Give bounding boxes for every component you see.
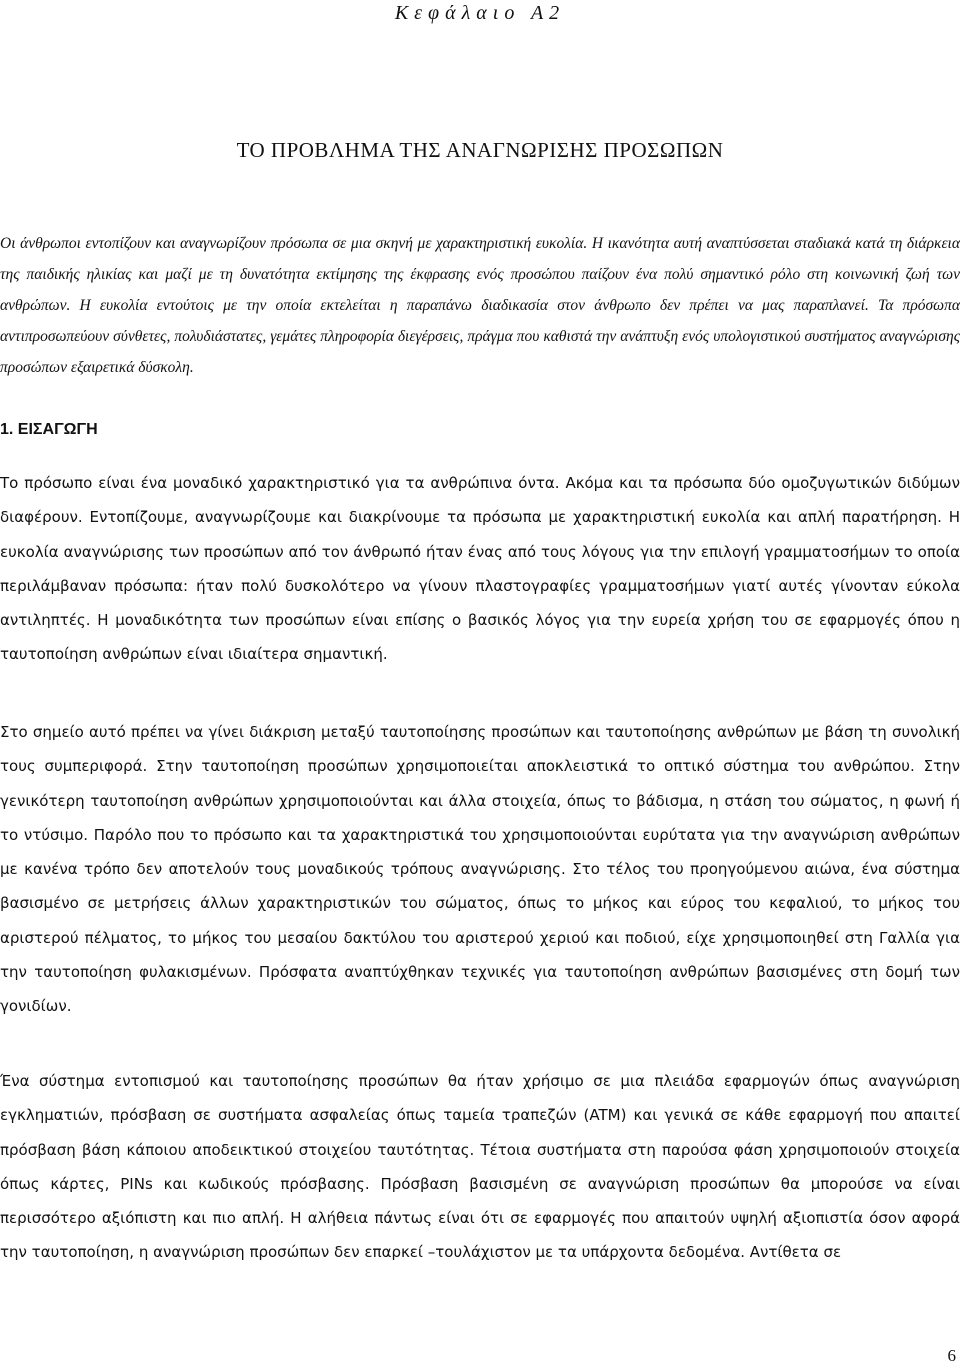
abstract-paragraph: Οι άνθρωποι εντοπίζουν και αναγνωρίζουν πρόσωπα σε μια σκηνή με χαρακτηριστική ευκολία. Η ικανότητα αυτή αναπτύσσεται σταδιακά κατά τη διάρκεια της παιδικής ηλικίας και μαζί με τη δυνατότητα εκτίμησης της έκφρασης ενός προσώπου παίζουν ένα πολύ σημαντικό ρόλο στη κοινωνική ζωή των ανθρώπων. Η ευκολία εντούτοις με την οποία εκτελείται η παραπάνω διαδικασία στον άνθρωπο δεν πρέπει να μας παραπλανεί. Τα πρόσωπα αντιπροσωπεύουν σύνθετες, πολυδιάστατες, γεμάτες πληροφορία διεγέρσεις, πράγμα που καθιστά την ανάπτυξη ενός υπολογιστικού συστήματος αναγνώρισης προσώπων εξαιρετικά δύσκολη. [0,235,960,376]
page-number: 6 [947,1346,956,1365]
section-heading: 1. ΕΙΣΑΓΩΓΗ [0,421,98,438]
body-paragraph-3: Ένα σύστημα εντοπισμού και ταυτοποίησης προσώπων θα ήταν χρήσιμο σε μια πλειάδα εφαρμογών όπως αναγνώριση εγκληματιών, πρόσβαση σε συστήματα ασφαλείας όπως ταμεία τραπεζών (ATM) και γενικά σε κάθε εφαρμογή που απαιτεί πρόσβαση βάση κάποιου αποδεικτικού στοιχείου ταυτότητας. Τέτοια συστήματα στη παρούσα φάση χρησιμοποιούν στοιχεία όπως κάρτες, PINs και κωδικούς πρόσβασης. Πρόσβαση βασισμένη σε αναγνώριση προσώπων θα μπορούσε να είναι περισσότερο αξιόπιστη και πιο απλή. Η αλήθεια πάντως είναι ότι σε εφαρμογές που απαιτούν υψηλή αξιοπιστία όσον αφορά την ταυτοποίηση, η αναγνώριση προσώπων δεν επαρκεί –τουλάχιστον με τα υπάρχοντα δεδομένα. Αντίθετα σε [0,1072,960,1262]
chapter-header: Κεφάλαιο Α2 [394,2,566,24]
body-paragraph-1: Το πρόσωπο είναι ένα μοναδικό χαρακτηριστικό για τα ανθρώπινα όντα. Ακόμα και τα πρόσωπα δύο ομοζυγωτικών διδύμων διαφέρουν. Εντοπίζουμε, αναγνωρίζουμε και διακρίνουμε τα πρόσωπα με χαρακτηριστική ευκολία και απλή παρατήρηση. Η ευκολία αναγνώρισης των προσώπων από τον άνθρωπό ήταν ένας από τους λόγους για την επιλογή γραμματοσήμων το οποία περιλάμβαναν πρόσωπα: ήταν πολύ δυσκολότερο να γίνουν πλαστογραφίες γραμματοσήμων γιατί αυτές γίνονταν εύκολα αντιληπτές. Η μοναδικότητα των προσώπων είναι επίσης ο βασικός λόγος για την ευρεία χρήση του σε εφαρμογές όπου η ταυτοποίηση ανθρώπων είναι ιδιαίτερα σημαντική. [0,474,960,664]
page-title: ΤΟ ΠΡΟΒΛΗΜΑ ΤΗΣ ΑΝΑΓΝΩΡΙΣΗΣ ΠΡΟΣΩΠΩΝ [236,138,724,162]
body-paragraph-2: Στο σημείο αυτό πρέπει να γίνει διάκριση μεταξύ ταυτοποίησης προσώπων και ταυτοποίησης ανθρώπων με βάση τη συνολική τους συμπεριφορά. Στην ταυτοποίηση προσώπων χρησιμοποιείται αποκλειστικά το οπτικό σύστημα του ανθρώπου. Στην γενικότερη ταυτοποίηση ανθρώπων χρησιμοποιούνται και άλλα στοιχεία, όπως το βάδισμα, η στάση του σώματος, η φωνή ή το ντύσιμο. Παρόλο που το πρόσωπο και τα χαρακτηριστικά του χρησιμοποιούνται ευρύτατα για την αναγνώριση ανθρώπων με κανένα τρόπο δεν αποτελούν τους μοναδικούς τρόπους αναγνώρισης. Στο τέλος του προηγούμενου αιώνα, ένα σύστημα βασισμένο σε μετρήσεις άλλων χαρακτηριστικών του σώματος, όπως το μήκος και εύρος του κεφαλιού, το μήκος του αριστερού πέλματος, το μήκος του μεσαίου δακτύλου του αριστερού χεριού και ποδιού, είχε χρησιμοποιηθεί στη Γαλλία για την ταυτοποίηση φυλακισμένων. Πρόσφατα αναπτύχθηκαν τεχνικές για ταυτοποίηση ανθρώπων βασισμένες στη δομή των γονιδίων. [0,723,960,1016]
